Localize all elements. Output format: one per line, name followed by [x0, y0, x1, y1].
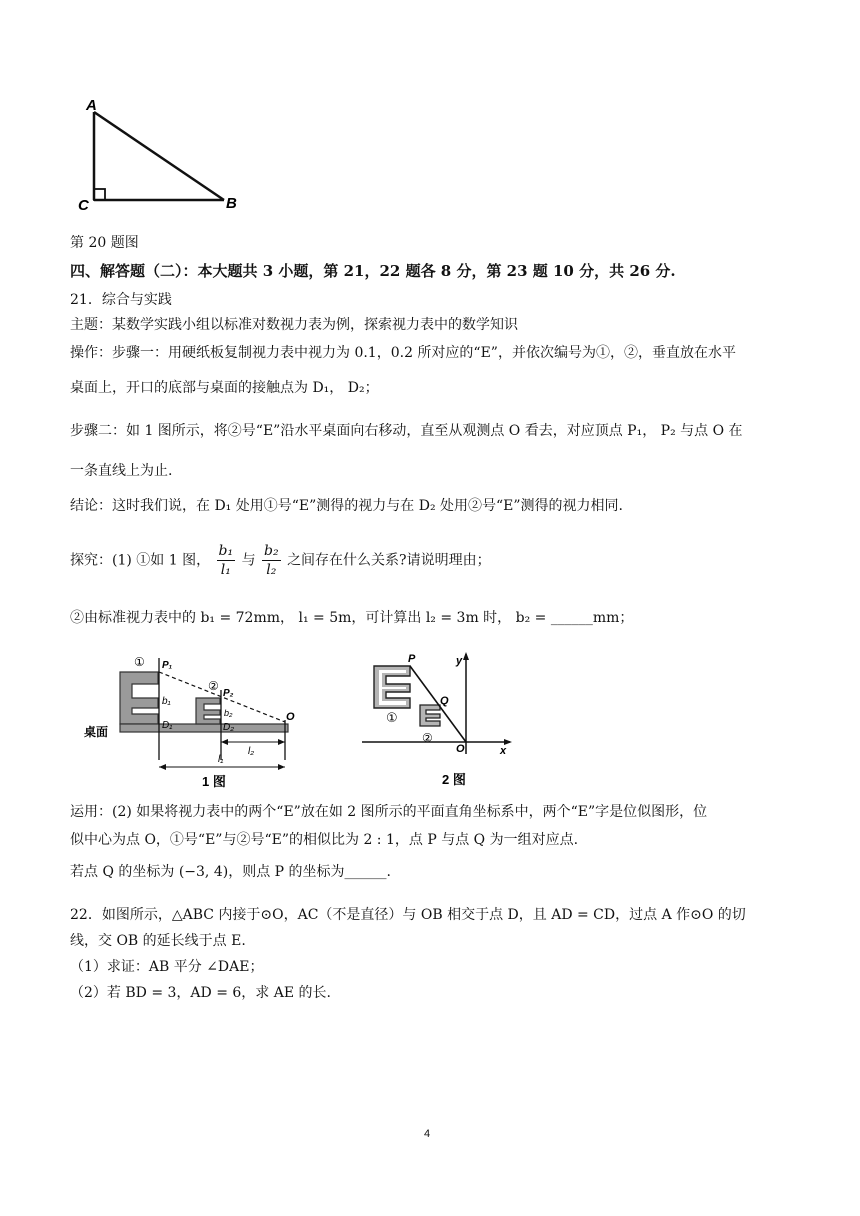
fig1-label-l2: l₂ — [248, 746, 255, 757]
fig20-caption: 第 20 题图 — [70, 235, 139, 251]
q21-heading: 21．综合与实践 — [70, 292, 172, 308]
fig1-circle-2: ② — [208, 679, 219, 693]
q22-part2: （2）若 BD = 3，AD = 6，求 AE 的长. — [70, 985, 331, 1001]
q21-step2-line1: 步骤二：如 1 图所示，将②号“E”沿水平桌面向右移动，直至从观测点 O 看去，对应顶点 P₁， P₂ 与点 O 在 — [70, 423, 743, 439]
q21-apply-line3: 若点 Q 的坐标为 (−3, 4)，则点 P 的坐标为______. — [70, 864, 391, 880]
page-number: 4 — [424, 1128, 431, 1140]
figure-2 — [352, 650, 522, 792]
q22-part1: （1）求证：AB 平分 ∠DAE； — [70, 959, 264, 975]
fig1-label-p1: P₁ — [162, 660, 173, 671]
q22-line1: 22．如图所示，△ABC 内接于⊙O，AC（不是直径）与 OB 相交于点 D，且 AD = CD，过点 A 作⊙O 的切 — [70, 907, 746, 923]
explore-suffix: 之间存在什么关系?请说明理由； — [287, 552, 491, 569]
fig2-caption: 2 图 — [442, 772, 466, 787]
fraction-b2-l2 — [262, 542, 281, 579]
fig20-label-c: C — [78, 197, 89, 214]
q21-explore — [70, 542, 491, 579]
frac1-numerator: b₁ — [218, 543, 234, 559]
fig1-caption: 1 图 — [202, 774, 226, 789]
q21-apply-line2: 似中心为点 O，①号“E”与②号“E”的相似比为 2 : 1，点 P 与点 Q 为一组对应点. — [70, 832, 579, 848]
fig1-label-b2: b₂ — [224, 708, 233, 718]
q21-operation-line1: 操作：步骤一：用硬纸板复制视力表中视力为 0.1，0.2 所对应的“E”，并依次编号为①，②，垂直放在水平 — [70, 345, 736, 361]
fig2-circle-1: ① — [386, 710, 398, 725]
fig1-label-d1: D₁ — [162, 720, 173, 731]
explore-prefix: 探究：(1) ①如 1 图， — [70, 552, 211, 569]
fig20-label-b: B — [226, 195, 237, 212]
fig2-label-p: P — [408, 653, 416, 665]
q22-line2: 线，交 OB 的延长线于点 E. — [70, 933, 246, 949]
fig1-label-b1: b₁ — [162, 696, 171, 707]
section-title: 四、解答题（二）：本大题共 3 小题，第 21，22 题各 8 分，第 23 题 10 分，共 26 分. — [70, 262, 676, 280]
fig2-label-x: x — [500, 745, 507, 757]
fig2-label-q: Q — [440, 695, 449, 707]
fig2-label-y: y — [456, 655, 463, 667]
fig1-circle-1: ① — [134, 655, 145, 669]
fig1-label-o: O — [286, 711, 295, 723]
frac2-numerator: b₂ — [264, 543, 279, 559]
fig1-label-d2: D₂ — [223, 722, 235, 733]
fig1-label-l1: l₁ — [218, 754, 224, 765]
explore-mid: 与 — [241, 552, 256, 569]
frac2-denominator: l₂ — [266, 562, 277, 578]
figure-1 — [82, 650, 312, 792]
q21-step2-line2: 一条直线上为止. — [70, 463, 173, 479]
q21-operation-line2: 桌面上，开口的底部与桌面的接触点为 D₁， D₂； — [70, 380, 379, 396]
q21-apply-line1: 运用：(2) 如果将视力表中的两个“E”放在如 2 图所示的平面直角坐标系中，两个“E”字是位似图形，位 — [70, 804, 708, 820]
frac1-denominator: l₁ — [220, 562, 231, 578]
q21-part2: ②由标准视力表中的 b₁ = 72mm， l₁ = 5m，可计算出 l₂ = 3m 时， b₂ = ______mm； — [70, 610, 634, 626]
q21-conclusion: 结论：这时我们说，在 D₁ 处用①号“E”测得的视力与在 D₂ 处用②号“E”测得的视力相同. — [70, 498, 623, 514]
fig20-triangle — [72, 96, 252, 216]
fig1-label-p2: P₂ — [223, 688, 234, 699]
q21-topic: 主题：某数学实践小组以标准对数视力表为例，探索视力表中的数学知识 — [70, 317, 518, 333]
fig20-label-a: A — [86, 97, 97, 114]
fig1-desk-label: 桌面 — [84, 725, 109, 739]
fig2-circle-2: ② — [422, 731, 433, 745]
fraction-b1-l1 — [217, 542, 236, 579]
fig2-label-o: O — [456, 743, 465, 755]
